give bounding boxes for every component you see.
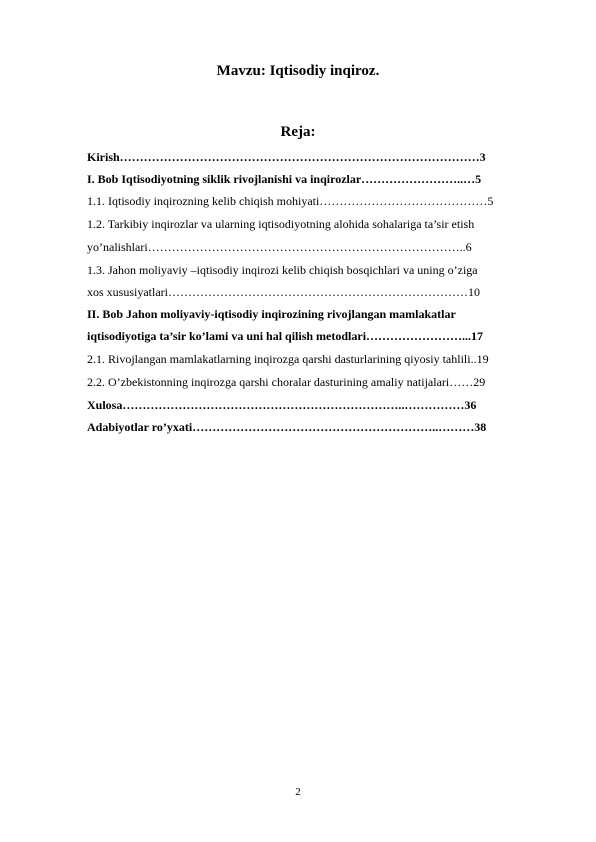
toc-entry-adabiyotlar: Adabiyotlar ro’yxati……………………………………………………..………38 — [87, 420, 487, 434]
document-title: Mavzu: Iqtisodiy inqiroz. — [216, 63, 380, 79]
page-number: 2 — [295, 786, 301, 798]
toc-entry-1-3-line-1: 1.3. Jahon moliyaviy –iqtisodiy inqirozi kelib chiqish bosqichlari va uning o’ziga — [87, 263, 478, 277]
toc-entry-chapter-2-line-1: II. Bob Jahon moliyaviy-iqtisodiy inqirozining rivojlangan mamlakatlar — [87, 307, 456, 321]
toc-entry-kirish: Kirish………………………………………………………………………………3 — [87, 150, 486, 164]
toc-entry-2-1: 2.1. Rivojlangan mamlakatlarning inqirozga qarshi dasturlarining qiyosiy tahlili..19 — [87, 352, 489, 366]
toc-entry-chapter-1: I. Bob Iqtisodiyotning siklik rivojlanishi va inqirozlar……………………..…5 — [87, 172, 482, 186]
toc-entry-1-3-line-2: xos xususiyatlari…………………………………………………………………10 — [87, 285, 480, 299]
toc-entry-1-2-line-1: 1.2. Tarkibiy inqirozlar va ularning iqtisodiyotning alohida sohalariga ta’sir etish — [87, 217, 475, 231]
toc-entry-chapter-2-line-2: iqtisodiyotiga ta’sir ko’lami va uni hal qilish metodlari……………………...17 — [87, 329, 484, 343]
toc-entry-1-1: 1.1. Iqtisodiy inqirozning kelib chiqish mohiyati……………………………………5 — [87, 194, 494, 208]
plan-heading: Reja: — [280, 124, 316, 140]
toc-entry-xulosa: Xulosa……………………………………………………………..……………36 — [87, 398, 477, 412]
toc-entry-2-2: 2.2. O’zbekistonning inqirozga qarshi choralar dasturining amaliy natijalari……29 — [87, 375, 486, 389]
toc-entry-1-2-line-2: yo’nalishlari……………………………………………………………………..6 — [87, 240, 472, 254]
